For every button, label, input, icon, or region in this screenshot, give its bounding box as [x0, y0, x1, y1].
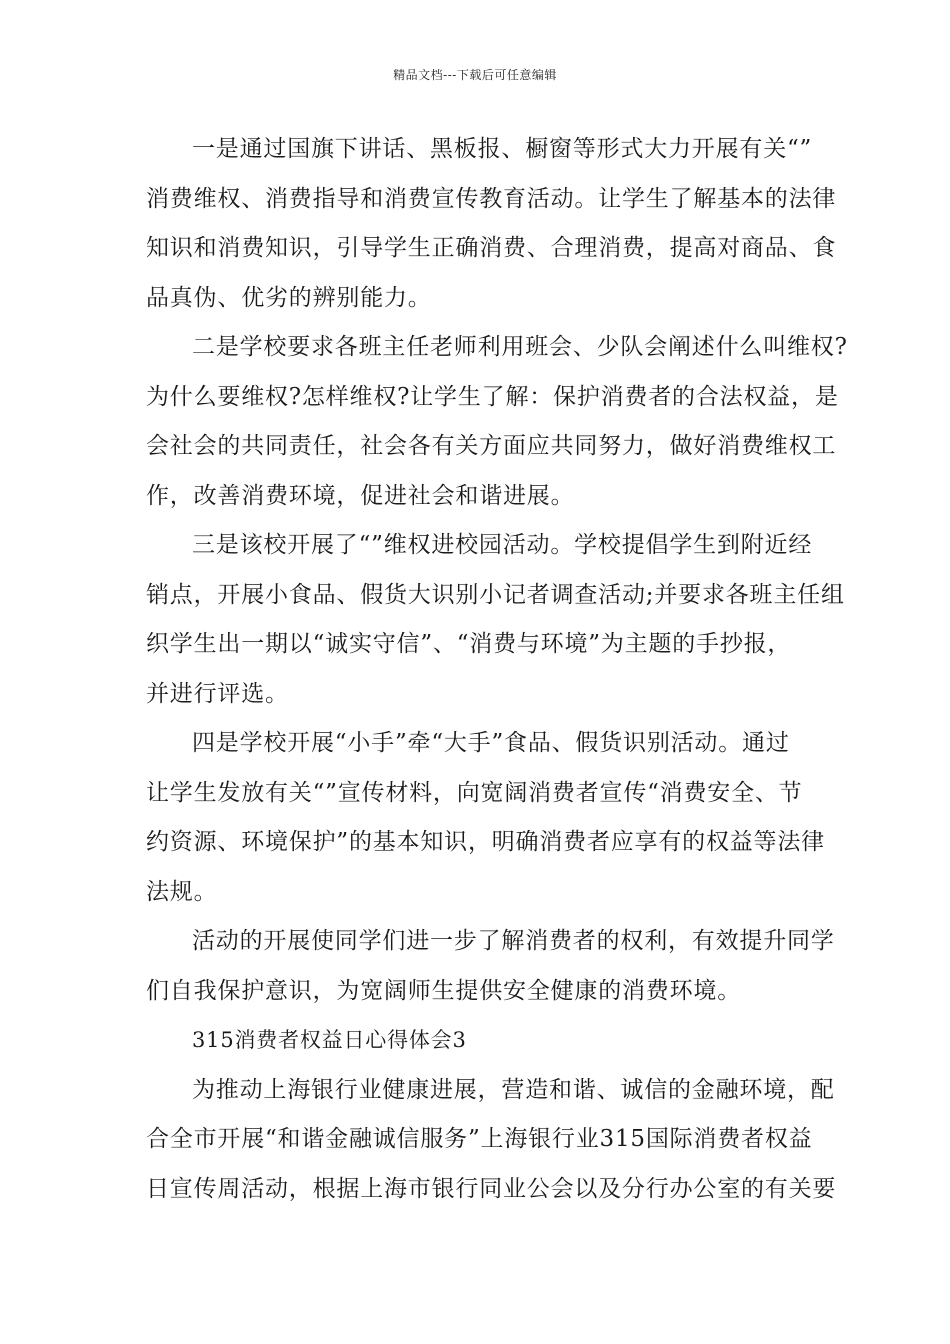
paragraph-line: 销点，开展小食品、假货大识别小记者调查活动;并要求各班主任组	[146, 581, 845, 608]
paragraph-line: 织学生出一期以“诚实守信”、“消费与环境”为主题的手抄报，	[146, 631, 792, 657]
document-body	[146, 125, 848, 1214]
paragraph-line: 让学生发放有关“”宣传材料，向宽阔消费者宣传“消费安全、节	[146, 779, 803, 806]
paragraph-line: 会社会的共同责任，社会各有关方面应共同努力，做好消费维权工	[146, 433, 837, 459]
paragraph-line: 品真伪、优劣的辨别能力。	[146, 284, 432, 311]
paragraph	[146, 1066, 837, 1215]
paragraph	[146, 125, 837, 323]
section-heading	[146, 1016, 806, 1066]
paragraph	[146, 719, 825, 917]
paragraph-line: 法规。	[146, 878, 218, 905]
page-header: 精品文档---下载后可任意编辑	[393, 68, 557, 82]
paragraph	[146, 521, 845, 719]
paragraph-line: 合全市开展“和谐金融诚信服务”上海银行业315国际消费者权益	[146, 1126, 813, 1152]
paragraph-line: 作，改善消费环境，促进社会和谐进展。	[146, 482, 575, 509]
paragraph-line: 为什么要维权?怎样维权?让学生了解：保护消费者的合法权益，是	[146, 383, 839, 410]
paragraph-line: 并进行评选。	[146, 680, 289, 707]
paragraph-line: 约资源、环境保护”的基本知识，明确消费者应享有的权益等法律	[146, 829, 825, 855]
paragraph-line: 活动的开展使同学们进一步了解消费者的权利，有效提升同学	[192, 928, 835, 954]
paragraph-line: 们自我保护意识，为宽阔师生提供安全健康的消费环境。	[146, 977, 741, 1004]
paragraph-line: 二是学校要求各班主任老师利用班会、少队会阐述什么叫维权?	[192, 334, 848, 360]
paragraph	[146, 917, 835, 1016]
paragraph-line: 三是该校开展了“”维权进校园活动。学校提倡学生到附近经	[192, 532, 813, 558]
paragraph-line: 一是通过国旗下讲话、黑板报、橱窗等形式大力开展有关“”	[192, 136, 813, 162]
paragraph-line: 四是学校开展“小手”牵“大手”食品、假货识别活动。通过	[192, 730, 790, 756]
paragraph-line: 为推动上海银行业健康进展，营造和谐、诚信的金融环境，配	[192, 1076, 835, 1103]
paragraph-line: 日宣传周活动，根据上海市银行同业公会以及分行办公室的有关要	[146, 1175, 837, 1202]
section-heading-text: 315消费者权益日心得体会3	[192, 1028, 467, 1052]
paragraph-line: 消费维权、消费指导和消费宣传教育活动。让学生了解基本的法律	[146, 185, 837, 212]
paragraph-line: 知识和消费知识，引导学生正确消费、合理消费，提高对商品、食	[146, 235, 837, 261]
paragraph	[146, 323, 848, 521]
